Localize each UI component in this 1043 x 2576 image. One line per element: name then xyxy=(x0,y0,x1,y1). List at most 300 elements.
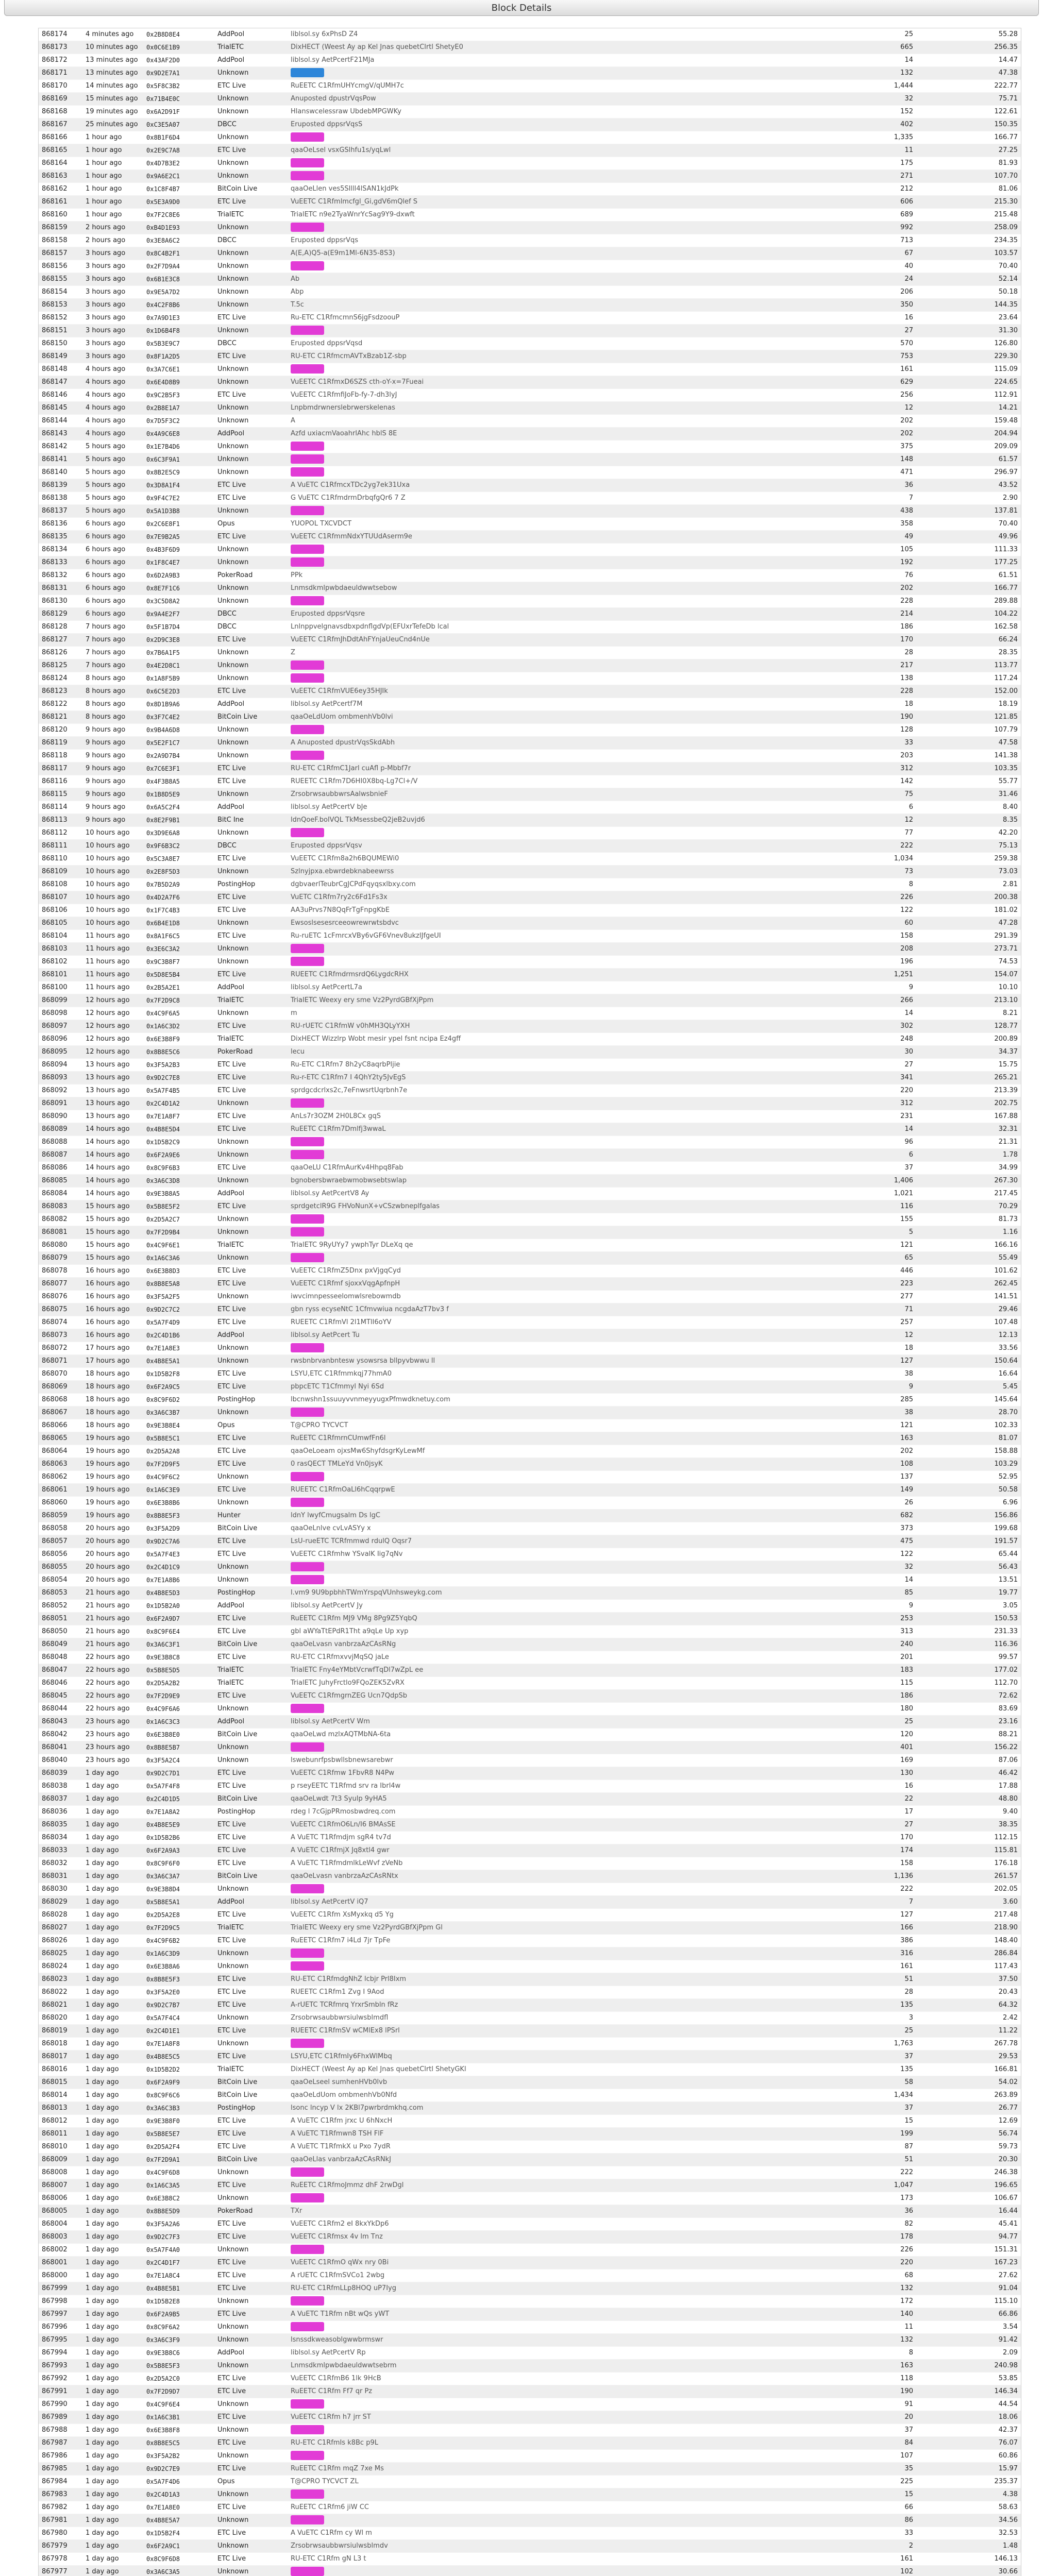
table-row[interactable] xyxy=(39,634,1021,647)
table-row[interactable] xyxy=(39,1896,1021,1909)
table-row[interactable] xyxy=(39,1097,1021,1110)
table-row[interactable] xyxy=(39,312,1021,325)
table-row[interactable] xyxy=(39,878,1021,891)
table-row[interactable] xyxy=(39,2308,1021,2321)
table-row[interactable] xyxy=(39,2463,1021,2476)
table-row[interactable] xyxy=(39,1278,1021,1291)
table-row[interactable] xyxy=(39,1625,1021,1638)
tag-badge[interactable] xyxy=(291,364,324,374)
table-row[interactable] xyxy=(39,1638,1021,1651)
table-row[interactable] xyxy=(39,1935,1021,1947)
table-row[interactable] xyxy=(39,981,1021,994)
tag-badge[interactable] xyxy=(291,2489,324,2499)
value-cell: 259.38 xyxy=(916,853,1021,866)
table-row[interactable] xyxy=(39,1909,1021,1922)
block-id-cell: 868015 xyxy=(39,2076,82,2089)
block-id-cell: 868075 xyxy=(39,1303,82,1316)
table-row[interactable] xyxy=(39,582,1021,595)
table-row[interactable] xyxy=(39,659,1021,672)
table-row[interactable] xyxy=(39,2012,1021,2025)
table-row[interactable] xyxy=(39,67,1021,80)
table-row[interactable] xyxy=(39,788,1021,801)
table-row[interactable] xyxy=(39,1303,1021,1316)
tag-badge[interactable] xyxy=(291,467,324,477)
tag-badge[interactable] xyxy=(291,751,324,760)
tag-badge[interactable] xyxy=(291,326,324,335)
table-row[interactable] xyxy=(39,1832,1021,1844)
count-cell: 202 xyxy=(731,415,916,428)
table-row[interactable] xyxy=(39,2321,1021,2334)
tag-badge[interactable] xyxy=(291,2296,324,2306)
table-row[interactable] xyxy=(39,196,1021,209)
table-row[interactable] xyxy=(39,2527,1021,2540)
table-row[interactable] xyxy=(39,2476,1021,2488)
table-row[interactable] xyxy=(39,1819,1021,1832)
table-row[interactable] xyxy=(39,775,1021,788)
table-row[interactable] xyxy=(39,2205,1021,2218)
table-row[interactable] xyxy=(39,2553,1021,2566)
tag-badge[interactable] xyxy=(291,1150,324,1159)
table-row[interactable] xyxy=(39,2231,1021,2244)
table-row[interactable] xyxy=(39,1445,1021,1458)
table-row[interactable] xyxy=(39,234,1021,247)
table-row[interactable] xyxy=(39,1072,1021,1084)
type-cell: Unknown xyxy=(214,222,288,234)
table-row[interactable] xyxy=(39,853,1021,866)
table-row[interactable] xyxy=(39,891,1021,904)
table-row[interactable] xyxy=(39,1960,1021,1973)
table-row[interactable] xyxy=(39,1291,1021,1303)
tag-badge[interactable] xyxy=(291,1253,324,1262)
info-cell xyxy=(288,144,731,157)
tag-badge[interactable] xyxy=(291,2399,324,2409)
table-row[interactable] xyxy=(39,711,1021,724)
tag-badge[interactable] xyxy=(291,660,324,670)
table-row[interactable] xyxy=(39,595,1021,608)
table-row[interactable] xyxy=(39,827,1021,840)
table-row[interactable] xyxy=(39,956,1021,969)
value-cell: 66.86 xyxy=(916,2308,1021,2321)
count-cell: 20 xyxy=(731,2411,916,2424)
tag-badge[interactable] xyxy=(291,957,324,966)
table-row[interactable] xyxy=(39,1780,1021,1793)
value-cell: 5.45 xyxy=(916,1381,1021,1394)
tag-badge[interactable] xyxy=(291,132,324,142)
table-row[interactable] xyxy=(39,466,1021,479)
table-row[interactable] xyxy=(39,1767,1021,1780)
table-row[interactable] xyxy=(39,286,1021,299)
table-row[interactable] xyxy=(39,1007,1021,1020)
table-row[interactable] xyxy=(39,1059,1021,1072)
table-row[interactable] xyxy=(39,1716,1021,1728)
table-row[interactable] xyxy=(39,762,1021,775)
table-row[interactable] xyxy=(39,1213,1021,1226)
table-row[interactable] xyxy=(39,1381,1021,1394)
info-text: RUEETC C1RfmVl 2l1MTlI6oYV xyxy=(291,1318,392,1326)
tag-badge[interactable] xyxy=(291,2425,324,2434)
table-row[interactable] xyxy=(39,917,1021,930)
table-row[interactable] xyxy=(39,1754,1021,1767)
table-row[interactable] xyxy=(39,1419,1021,1432)
table-row[interactable] xyxy=(39,2141,1021,2154)
table-row[interactable] xyxy=(39,930,1021,943)
tag-badge[interactable] xyxy=(291,1961,324,1971)
table-row[interactable] xyxy=(39,2501,1021,2514)
table-row[interactable] xyxy=(39,1844,1021,1857)
tag-badge[interactable] xyxy=(291,1098,324,1108)
address-cell: 0x1E7B4D6 xyxy=(143,440,214,453)
table-row[interactable] xyxy=(39,2192,1021,2205)
value-cell: 289.88 xyxy=(916,595,1021,608)
table-row[interactable] xyxy=(39,1394,1021,1406)
table-row[interactable] xyxy=(39,904,1021,917)
table-row[interactable] xyxy=(39,337,1021,350)
table-row[interactable] xyxy=(39,2398,1021,2411)
table-row[interactable] xyxy=(39,672,1021,685)
table-row[interactable] xyxy=(39,80,1021,93)
table-row[interactable] xyxy=(39,428,1021,440)
table-row[interactable] xyxy=(39,1522,1021,1535)
info-text: VuEETC C1Rfm2 eI 8kxYkDp6 xyxy=(291,2220,389,2228)
table-row[interactable] xyxy=(39,2154,1021,2166)
table-row[interactable] xyxy=(39,389,1021,402)
table-row[interactable] xyxy=(39,531,1021,544)
table-row[interactable] xyxy=(39,505,1021,518)
age-cell: 8 hours ago xyxy=(82,672,143,685)
info-text: A VuETC T1Rfmdjm sgR4 tv7d xyxy=(291,1834,391,1841)
table-row[interactable] xyxy=(39,1883,1021,1896)
table-row[interactable] xyxy=(39,647,1021,659)
table-row[interactable] xyxy=(39,209,1021,222)
table-row[interactable] xyxy=(39,350,1021,363)
count-cell: 202 xyxy=(731,582,916,595)
value-cell: 115.10 xyxy=(916,2295,1021,2308)
table-row[interactable] xyxy=(39,2115,1021,2128)
table-row[interactable] xyxy=(39,1677,1021,1690)
tag-badge[interactable] xyxy=(291,1343,324,1352)
table-row[interactable] xyxy=(39,1728,1021,1741)
info-cell xyxy=(288,724,731,737)
table-row[interactable] xyxy=(39,1947,1021,1960)
tag-badge[interactable] xyxy=(291,545,324,554)
info-cell xyxy=(288,1613,731,1625)
table-row[interactable] xyxy=(39,1355,1021,1368)
table-row[interactable] xyxy=(39,1510,1021,1522)
table-row[interactable] xyxy=(39,453,1021,466)
table-row[interactable] xyxy=(39,492,1021,505)
table-row[interactable] xyxy=(39,1136,1021,1149)
value-cell: 146.13 xyxy=(916,2553,1021,2566)
value-cell: 166.77 xyxy=(916,582,1021,595)
table-row[interactable] xyxy=(39,1432,1021,1445)
table-row[interactable] xyxy=(39,1188,1021,1200)
table-row[interactable] xyxy=(39,2179,1021,2192)
table-row[interactable] xyxy=(39,144,1021,157)
count-cell: 175 xyxy=(731,157,916,170)
table-row[interactable] xyxy=(39,260,1021,273)
table-row[interactable] xyxy=(39,157,1021,170)
table-row[interactable] xyxy=(39,1690,1021,1703)
table-row[interactable] xyxy=(39,2514,1021,2527)
table-row[interactable] xyxy=(39,840,1021,853)
tag-badge[interactable] xyxy=(291,2515,324,2524)
table-row[interactable] xyxy=(39,2244,1021,2257)
table-row[interactable] xyxy=(39,1406,1021,1419)
table-row[interactable] xyxy=(39,106,1021,118)
table-row[interactable] xyxy=(39,518,1021,531)
table-row[interactable] xyxy=(39,1986,1021,1999)
table-row[interactable] xyxy=(39,1806,1021,1819)
tag-badge[interactable] xyxy=(291,1472,324,1481)
tag-badge[interactable] xyxy=(291,158,324,167)
table-row[interactable] xyxy=(39,1252,1021,1265)
tag-badge[interactable] xyxy=(291,1884,324,1893)
table-row[interactable] xyxy=(39,1561,1021,1574)
tag-badge[interactable] xyxy=(291,2567,324,2576)
table-row[interactable] xyxy=(39,608,1021,621)
tag-badge[interactable] xyxy=(291,506,324,515)
tag-badge[interactable] xyxy=(291,1498,324,1507)
table-row[interactable] xyxy=(39,1123,1021,1136)
tag-badge[interactable] xyxy=(291,442,324,451)
table-row[interactable] xyxy=(39,2050,1021,2063)
table-row[interactable] xyxy=(39,2385,1021,2398)
table-row[interactable] xyxy=(39,1600,1021,1613)
table-row[interactable] xyxy=(39,1497,1021,1510)
table-row[interactable] xyxy=(39,2295,1021,2308)
table-row[interactable] xyxy=(39,183,1021,196)
tag-badge[interactable] xyxy=(291,725,324,734)
table-row[interactable] xyxy=(39,2540,1021,2553)
tag-badge[interactable] xyxy=(291,1137,324,1146)
table-row[interactable] xyxy=(39,943,1021,956)
table-row[interactable] xyxy=(39,1613,1021,1625)
table-row[interactable] xyxy=(39,737,1021,750)
address-cell: 0x5A7F4E3 xyxy=(143,1548,214,1561)
table-row[interactable] xyxy=(39,2334,1021,2347)
table-row[interactable] xyxy=(39,1664,1021,1677)
table-row[interactable] xyxy=(39,299,1021,312)
tag-badge[interactable] xyxy=(291,1214,324,1224)
table-row[interactable] xyxy=(39,698,1021,711)
table-row[interactable] xyxy=(39,724,1021,737)
type-cell: Unknown xyxy=(214,2321,288,2334)
table-row[interactable] xyxy=(39,1046,1021,1059)
table-row[interactable] xyxy=(39,247,1021,260)
table-row[interactable] xyxy=(39,2360,1021,2372)
type-cell: Unknown xyxy=(214,286,288,299)
table-row[interactable] xyxy=(39,1084,1021,1097)
table-row[interactable] xyxy=(39,1651,1021,1664)
tag-badge[interactable] xyxy=(291,828,324,837)
tag-badge[interactable] xyxy=(291,1948,324,1958)
value-cell: 2.81 xyxy=(916,878,1021,891)
table-row[interactable] xyxy=(39,1741,1021,1754)
table-row[interactable] xyxy=(39,93,1021,106)
address-cell: 0x3F5A2B2 xyxy=(143,2450,214,2463)
table-row[interactable] xyxy=(39,1329,1021,1342)
count-cell: 316 xyxy=(731,1947,916,1960)
tag-badge[interactable] xyxy=(291,1575,324,1584)
table-row[interactable] xyxy=(39,621,1021,634)
tag-badge[interactable] xyxy=(291,2451,324,2460)
tag-badge[interactable] xyxy=(291,1227,324,1236)
table-row[interactable] xyxy=(39,569,1021,582)
table-row[interactable] xyxy=(39,41,1021,54)
table-row[interactable] xyxy=(39,1548,1021,1561)
type-cell: Unknown xyxy=(214,659,288,672)
table-row[interactable] xyxy=(39,2488,1021,2501)
age-cell: 9 hours ago xyxy=(82,788,143,801)
table-row[interactable] xyxy=(39,1265,1021,1278)
table-row[interactable] xyxy=(39,440,1021,453)
count-cell: 161 xyxy=(731,1960,916,1973)
table-row[interactable] xyxy=(39,1471,1021,1484)
table-row[interactable] xyxy=(39,222,1021,234)
table-row[interactable] xyxy=(39,2218,1021,2231)
info-text: T@CPRO TYCVCT xyxy=(291,1421,348,1429)
info-cell xyxy=(288,2102,731,2115)
age-cell: 1 hour ago xyxy=(82,209,143,222)
tag-badge[interactable] xyxy=(291,2193,324,2202)
table-row[interactable] xyxy=(39,1857,1021,1870)
table-row[interactable] xyxy=(39,2038,1021,2050)
table-row[interactable] xyxy=(39,2257,1021,2269)
table-row[interactable] xyxy=(39,1458,1021,1471)
table-row[interactable] xyxy=(39,1535,1021,1548)
table-row[interactable] xyxy=(39,814,1021,827)
table-row[interactable] xyxy=(39,1870,1021,1883)
table-row[interactable] xyxy=(39,1703,1021,1716)
table-row[interactable] xyxy=(39,2566,1021,2576)
tag-badge[interactable] xyxy=(291,944,324,953)
info-text: liblsol.sy AetPcertV Jy xyxy=(291,1602,363,1609)
info-text: TriaIETC Weexy ery sme Vz2PyrdGBfXjPpm xyxy=(291,996,434,1004)
table-row[interactable] xyxy=(39,1239,1021,1252)
table-row[interactable] xyxy=(39,2128,1021,2141)
table-row[interactable] xyxy=(39,2372,1021,2385)
table-row[interactable] xyxy=(39,325,1021,337)
table-row[interactable] xyxy=(39,1342,1021,1355)
table-row[interactable] xyxy=(39,131,1021,144)
block-id-cell: 868119 xyxy=(39,737,82,750)
count-cell: 285 xyxy=(731,1394,916,1406)
tag-badge[interactable] xyxy=(291,2322,324,2331)
tag-badge[interactable] xyxy=(291,2245,324,2254)
tag-badge[interactable] xyxy=(291,68,324,77)
table-row[interactable] xyxy=(39,1316,1021,1329)
table-row[interactable] xyxy=(39,685,1021,698)
table-row[interactable] xyxy=(39,1922,1021,1935)
tag-badge[interactable] xyxy=(291,596,324,605)
block-id-cell: 868068 xyxy=(39,1394,82,1406)
table-row[interactable] xyxy=(39,118,1021,131)
tag-badge[interactable] xyxy=(291,1742,324,1752)
table-row[interactable] xyxy=(39,750,1021,762)
tag-badge[interactable] xyxy=(291,171,324,180)
tag-badge[interactable] xyxy=(291,261,324,270)
table-row[interactable] xyxy=(39,1110,1021,1123)
table-row[interactable] xyxy=(39,994,1021,1007)
table-row[interactable] xyxy=(39,1226,1021,1239)
table-row[interactable] xyxy=(39,1368,1021,1381)
table-row[interactable] xyxy=(39,402,1021,415)
tag-badge[interactable] xyxy=(291,223,324,232)
table-row[interactable] xyxy=(39,2025,1021,2038)
table-row[interactable] xyxy=(39,1162,1021,1175)
table-row[interactable] xyxy=(39,1020,1021,1033)
table-row[interactable] xyxy=(39,1574,1021,1587)
age-cell: 3 hours ago xyxy=(82,286,143,299)
table-row[interactable] xyxy=(39,1175,1021,1188)
tag-badge[interactable] xyxy=(291,454,324,464)
address-cell: 0x8C9F6D8 xyxy=(143,2553,214,2566)
block-id-cell: 868124 xyxy=(39,672,82,685)
table-row[interactable] xyxy=(39,1793,1021,1806)
table-row[interactable] xyxy=(39,363,1021,376)
tag-badge[interactable] xyxy=(291,1408,324,1417)
table-row[interactable] xyxy=(39,2166,1021,2179)
table-row[interactable] xyxy=(39,415,1021,428)
block-id-cell: 868163 xyxy=(39,170,82,183)
table-row[interactable] xyxy=(39,2102,1021,2115)
table-row[interactable] xyxy=(39,2269,1021,2282)
tag-badge[interactable] xyxy=(291,1562,324,1571)
table-row[interactable] xyxy=(39,273,1021,286)
table-row[interactable] xyxy=(39,801,1021,814)
tag-badge[interactable] xyxy=(291,557,324,567)
table-row[interactable] xyxy=(39,1587,1021,1600)
table-row[interactable] xyxy=(39,376,1021,389)
table-row[interactable] xyxy=(39,28,1021,41)
table-row[interactable] xyxy=(39,866,1021,878)
table-row[interactable] xyxy=(39,2063,1021,2076)
value-cell: 209.09 xyxy=(916,440,1021,453)
info-cell xyxy=(288,428,731,440)
table-row[interactable] xyxy=(39,969,1021,981)
count-cell: 1,335 xyxy=(731,131,916,144)
tag-badge[interactable] xyxy=(291,1704,324,1713)
table-row[interactable] xyxy=(39,2437,1021,2450)
table-row[interactable] xyxy=(39,2089,1021,2102)
table-row[interactable] xyxy=(39,2411,1021,2424)
table-row[interactable] xyxy=(39,1484,1021,1497)
table-row[interactable] xyxy=(39,544,1021,556)
table-row[interactable] xyxy=(39,1999,1021,2012)
table-row[interactable] xyxy=(39,479,1021,492)
tag-badge[interactable] xyxy=(291,673,324,683)
table-row[interactable] xyxy=(39,2424,1021,2437)
table-row[interactable] xyxy=(39,1149,1021,1162)
table-row[interactable] xyxy=(39,2282,1021,2295)
table-row[interactable] xyxy=(39,1973,1021,1986)
info-cell xyxy=(288,969,731,981)
tag-badge[interactable] xyxy=(291,2039,324,2048)
table-row[interactable] xyxy=(39,556,1021,569)
value-cell: 45.41 xyxy=(916,2218,1021,2231)
address-cell: 0x8C9F6B3 xyxy=(143,1162,214,1175)
info-text: rdeg l 7cGjpPRmosbwdreq.com xyxy=(291,1808,396,1816)
table-row[interactable] xyxy=(39,54,1021,67)
table-row[interactable] xyxy=(39,170,1021,183)
table-row[interactable] xyxy=(39,2076,1021,2089)
table-row[interactable] xyxy=(39,2347,1021,2360)
tag-badge[interactable] xyxy=(291,2167,324,2177)
block-id-cell: 868113 xyxy=(39,814,82,827)
table-row[interactable] xyxy=(39,2450,1021,2463)
table-row[interactable] xyxy=(39,1200,1021,1213)
table-row[interactable] xyxy=(39,1033,1021,1046)
